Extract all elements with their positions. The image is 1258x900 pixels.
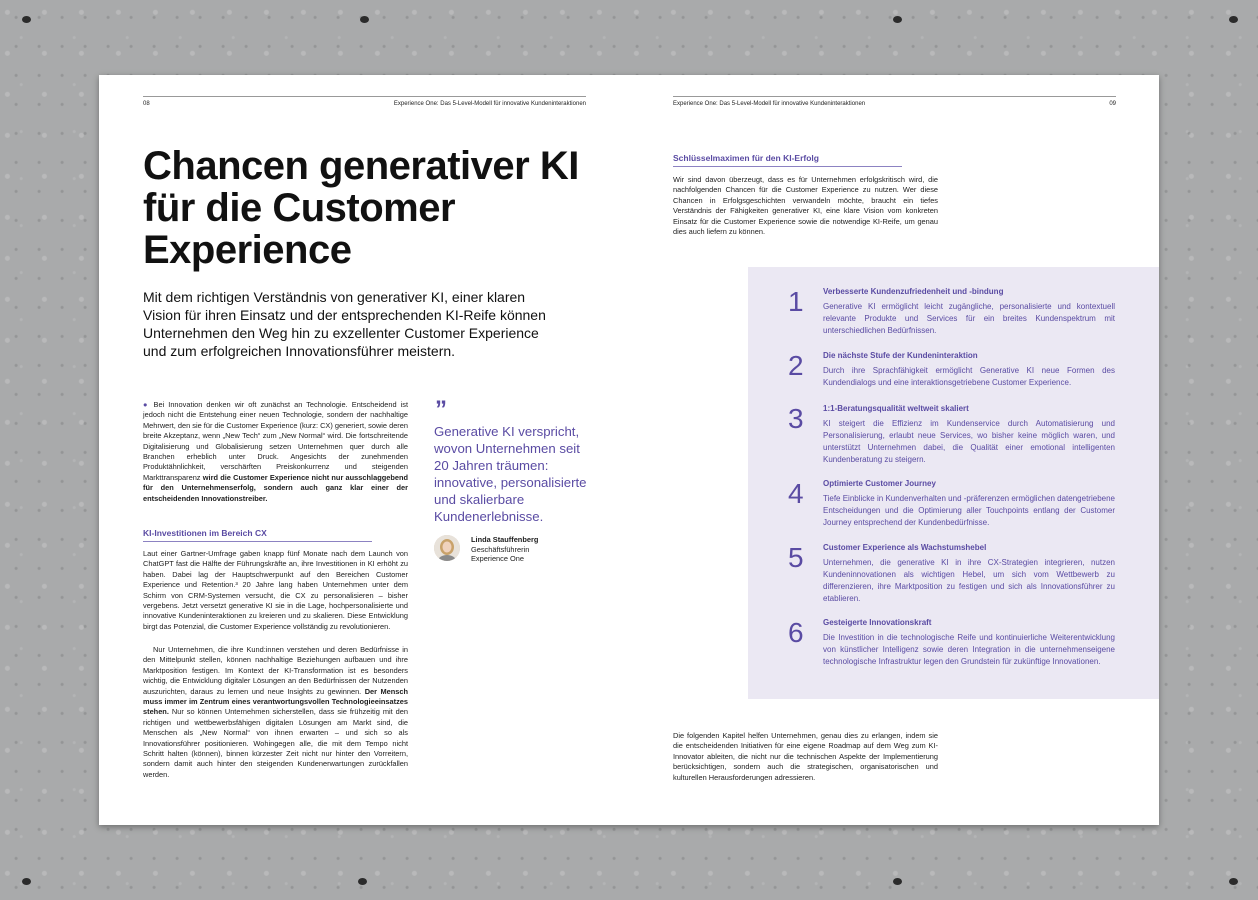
body-paragraph-2 (143, 645, 408, 780)
wall-hole (1229, 878, 1238, 885)
author-role: Geschäftsführerin (471, 544, 530, 554)
body-paragraph-1: Laut einer Gartner-Umfrage gaben knapp fünf Monate nach dem Launch von ChatGPT fast die Hälfte der Führungskräfte an, ihre Investitionen in KI erhöht zu haben. Dabei lag der Hauptschwerpunkt auf den Bereichen Customer Experience und Retention.³ 20 Jahre lang haben Unternehmen unter dem Schirm von CRM-Systemen versucht, die CX zu personalisieren – bisher vergebens. Jetzt versetzt generative KI sie in die Lage, hochpersonalisierte und innovative Kundeninteraktionen zu kreieren und zu skalieren. Diese Entwicklung birgt das Potenzial, die Customer Experience vollständig zu revolutionieren. (143, 549, 408, 631)
item-title: Gesteigerte Innovationskraft (823, 618, 932, 627)
wall-hole (358, 878, 367, 885)
lead-paragraph: Mit dem richtigen Verständnis von generativer KI, einer klaren Vision für ihren Einsatz und der entsprechenden KI-Reife können Unternehmen den Weg hin zu exzellenter Customer Experience und zum erfolgreichen Innovationsführer meistern. (143, 289, 546, 359)
bullet-dot-icon: ● (143, 400, 150, 409)
outro-paragraph: Die folgenden Kapitel helfen Unternehmen, genau dies zu erlangen, indem sie die entscheidenden Initiativen für eine eigene Roadmap auf dem Weg zum KI-Innovator ableiten, die nicht nur die technischen Aspekte der Implementierung berücksichtigen, sondern auch die strategischen, organisatorischen und kulturellen Herausforderungen adressieren. (673, 731, 938, 782)
wall-hole (360, 16, 369, 23)
item-text: Die Investition in die technologische Reife und kontinuierliche Weiterentwicklung von künstlicher Intelligenz sowie deren Integration in die unternehmenseigene technologische Infrastruktur legen den Grundstein für zukünftige Innovationen. (823, 633, 1115, 666)
wall-hole (1229, 16, 1238, 23)
item-title: Verbesserte Kundenzufriedenheit und -bindung (823, 287, 1004, 296)
item-title: Customer Experience als Wachstumshebel (823, 543, 987, 552)
item-title: 1:1-Beratungsqualität weltweit skaliert (823, 404, 969, 413)
running-header: Experience One: Das 5-Level-Modell für innovative Kundeninteraktionen (673, 101, 866, 107)
item-title: Optimierte Customer Journey (823, 479, 936, 488)
item-number: 6 (788, 617, 804, 648)
intro-bold-text: wird die Customer Experience nicht nur ausschlaggebend für den Unternehmenserfolg, sondern auch ganz klar einer der entscheidenden Innovationstreiber. (143, 472, 408, 503)
page-title: Chancen generativer KI für die Customer Experience (143, 144, 579, 272)
item-number: 2 (788, 350, 804, 381)
intro-text: Bei Innovation denken wir oft zunächst an Technologie. Entscheidend ist jedoch nicht die Entstehung einer neuen Technologie, sondern der nachhaltige Mehrwert, den sie für die Customer Experience (kurz: CX) generiert, sowie deren breite Akzeptanz, wenn „New Tech“ zum „New Normal“ wird. Die fortschreitende Digitalisierung und Globalisierung setzen Unternehmen quer durch alle Branchen erheblich unter Druck. Angesichts der zunehmenden Produktähnlichkeit, verschärften Preiskonkurrenz und steigenden Markttransparenz (143, 400, 408, 482)
avatar (434, 535, 460, 561)
item-number: 4 (788, 478, 804, 509)
wall-hole (893, 878, 902, 885)
author-company: Experience One (471, 554, 524, 563)
left-page (99, 75, 629, 825)
pull-quote: Generative KI verspricht, wovon Unternehmen seit 20 Jahren träumen: innovative, personalisierte und skalierbare Kundenerlebnisse. (434, 424, 587, 524)
item-text: Tiefe Einblicke in Kundenverhalten und -präferenzen ermöglichen datengetriebene Entscheidungen und die Optimierung aller Touchpoints entlang der Customer Journey entsprechend der Kundenbedürfnisse. (823, 494, 1115, 527)
wall-hole (22, 16, 31, 23)
item-text: Generative KI ermöglicht leicht zugängliche, personalisierte und kontextuell relevante Produkte und Services für ein breites Kundenspektrum mit unterschiedlichen Bedürfnissen. (823, 302, 1115, 335)
item-text: Durch ihre Sprachfähigkeit ermöglicht Generative KI neue Formen des Kundendialogs und eine interaktionsgetriebene Customer Experience. (823, 366, 1115, 387)
item-text: KI steigert die Effizienz im Kundenservice durch Automatisierung und Personalisierung, erlaubt neue Services, wo bisher keine möglich waren, und unterstützt Unternehmen dabei, die Qualität einer emotional intelligenten Kundenberatung zu steigern. (823, 419, 1115, 464)
item-number: 3 (788, 403, 804, 434)
intro-paragraph: Wir sind davon überzeugt, dass es für Unternehmen erfolgskritisch wird, die nachfolgenden Chancen für die Customer Experience zu nutzen. Wer diese Chancen in Erfolgsgeschichten verwandeln möchte, braucht ein tiefes Verständnis der Fähigkeiten generativer KI, eine klare Vision vom konkreten Einsatz für die Customer Experience sowie die notwendige KI-Reife, um genau dies auch liefern zu können. (673, 175, 938, 237)
running-header: Experience One: Das 5-Level-Modell für innovative Kundeninteraktionen (393, 101, 586, 107)
item-number: 1 (788, 286, 804, 317)
quote-mark-icon: ” (435, 396, 447, 423)
item-number: 5 (788, 542, 804, 573)
section-subheading: KI-Investitionen im Bereich CX (143, 528, 372, 542)
para2-text-b: Nur so können Unternehmen sicherstellen, dass sie frühzeitig mit den richtigen und wettbewerbsfähigen digitalen Lösungen am Markt sind, die Menschen als „New Normal“ von ihnen erwarten – und sich so als Innovationsführer positionieren. Wohingegen alle, die mit dem Tempo nicht Schritt halten (können), binnen kürzester Zeit nicht nur hinter den Vorreitern, sondern damit auch hinter den steigenden Kundenerwartungen zurückfallen werden. (143, 707, 408, 779)
section-subheading: Schlüsselmaximen für den KI-Erfolg (673, 153, 902, 167)
author-name: Linda Stauffenberg (471, 535, 539, 544)
maxims-box (748, 267, 1159, 699)
page-number: 08 (143, 101, 150, 107)
intro-paragraph (143, 400, 408, 504)
header-rule (673, 96, 1116, 97)
item-text: Unternehmen, die generative KI in ihre CX-Strategien integrieren, nutzen Kundeninnovationen als wichtigen Hebel, um sich vom Wettbewerb zu differenzieren, ihre Marktposition zu festigen und sich als Innovationsführer zu etablieren. (823, 558, 1115, 603)
magazine-spread (99, 75, 1159, 825)
para2-bold-text: Der Mensch muss immer im Zentrum eines verantwortungsvollen Technologieeinsatzes stehen. (143, 686, 408, 717)
right-page (629, 75, 1159, 825)
quote-author (471, 535, 538, 564)
para2-text-a: Nur Unternehmen, die ihre Kund:innen verstehen und deren Bedürfnisse in den Mittelpunkt stellen, können nachhaltige Beziehungen aufbauen und ihre Marktposition festigen. Im Kontext der KI-Transformation ist es besonders wichtig, die Entwicklung digitaler Lösungen an den Bedürfnissen der Nutzenden auszurichten, daraus zu lernen und neue Insights zu gewinnen. (143, 645, 408, 696)
wall-hole (22, 878, 31, 885)
wall-hole (893, 16, 902, 23)
item-title: Die nächste Stufe der Kundeninteraktion (823, 351, 978, 360)
page-number: 09 (1109, 101, 1116, 107)
header-rule (143, 96, 586, 97)
